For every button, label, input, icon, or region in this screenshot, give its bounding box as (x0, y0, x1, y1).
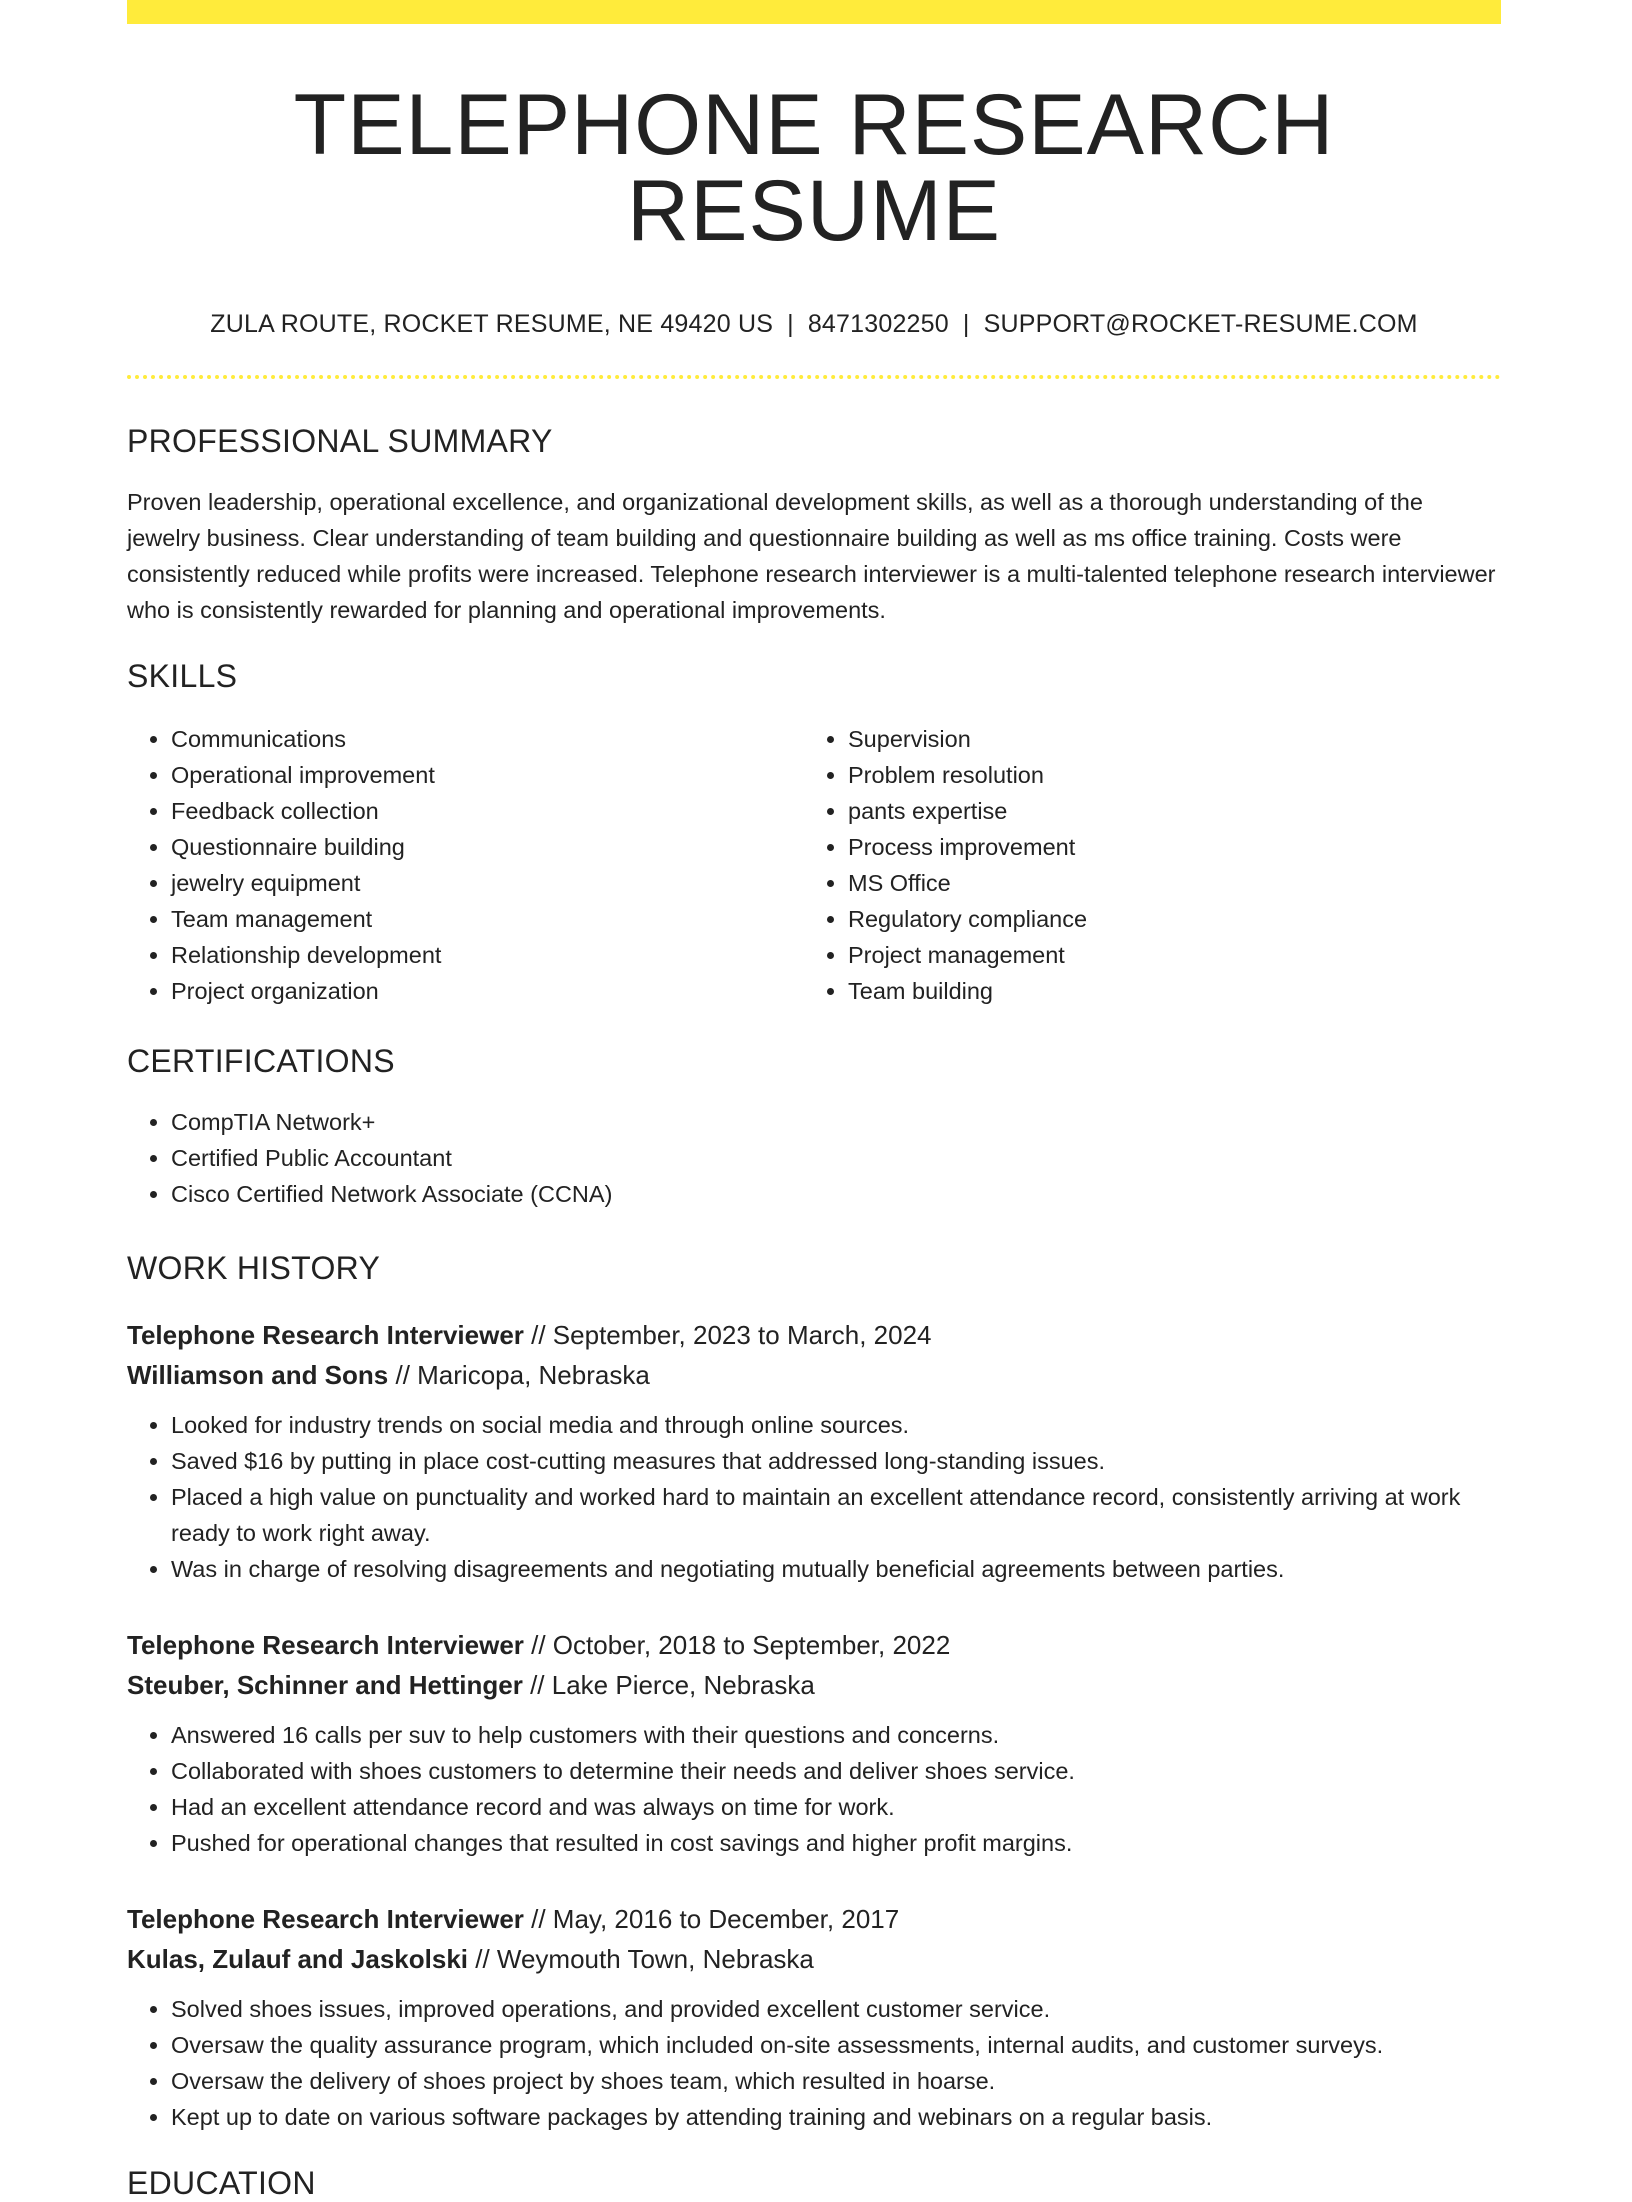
job-company-line (127, 1939, 1501, 1979)
section-title-work-history: WORK HISTORY (127, 1250, 381, 1286)
job-dates: // September, 2023 to March, 2024 (523, 1320, 932, 1350)
list-item: • pants expertise (848, 793, 1481, 829)
list-item: • Supervision (848, 721, 1481, 757)
certifications-list (127, 1104, 1501, 1212)
job-location: // Maricopa, Nebraska (388, 1360, 650, 1390)
resume-title: TELEPHONE RESEARCH RESUME (293, 77, 1335, 259)
list-item: • Communications (171, 721, 804, 757)
job-company: Steuber, Schinner and Hettinger (127, 1670, 523, 1700)
list-item: • Saved $16 by putting in place cost-cutting measures that addressed long-standing issues. (171, 1443, 1501, 1479)
list-item: • Collaborated with shoes customers to determine their needs and deliver shoes service. (171, 1753, 1501, 1789)
skills-columns (127, 721, 1501, 1009)
job-dates: // October, 2018 to September, 2022 (523, 1630, 951, 1660)
contact-separator: | (962, 310, 970, 338)
list-item: • Cisco Certified Network Associate (CCNA) (171, 1176, 1501, 1212)
section-title-education: EDUCATION (127, 2165, 316, 2201)
list-item: • Solved shoes issues, improved operations, and provided excellent customer service. (171, 1991, 1501, 2027)
list-item: • Operational improvement (171, 757, 804, 793)
list-item: • jewelry equipment (171, 865, 804, 901)
list-item: • Certified Public Accountant (171, 1140, 1501, 1176)
contact-line (127, 310, 1501, 339)
skills-list-right (804, 721, 1481, 1009)
list-item: • Had an excellent attendance record and was always on time for work. (171, 1789, 1501, 1825)
job-role: Telephone Research Interviewer (127, 1630, 524, 1660)
resume-page (127, 0, 1501, 2202)
job-company: Williamson and Sons (127, 1360, 389, 1390)
job-role-line (127, 1315, 1501, 1355)
list-item: • Questionnaire building (171, 829, 804, 865)
list-item: • Process improvement (848, 829, 1481, 865)
dotted-divider (127, 375, 1501, 379)
contact-address: ZULA ROUTE, ROCKET RESUME, NE 49420 US (210, 310, 774, 338)
section-title-certifications: CERTIFICATIONS (127, 1043, 395, 1079)
job-entry (127, 1899, 1501, 2135)
job-bullets (127, 1407, 1501, 1587)
job-role: Telephone Research Interviewer (127, 1320, 524, 1350)
list-item: • Kept up to date on various software packages by attending training and webinars on a regular basis. (171, 2099, 1501, 2135)
job-company: Kulas, Zulauf and Jaskolski (127, 1944, 468, 1974)
job-company-line (127, 1665, 1501, 1705)
section-title-skills: SKILLS (127, 658, 238, 694)
list-item: • Answered 16 calls per suv to help customers with their questions and concerns. (171, 1717, 1501, 1753)
list-item: • Team management (171, 901, 804, 937)
list-item: • Regulatory compliance (848, 901, 1481, 937)
list-item: • Project management (848, 937, 1481, 973)
section-title-summary: PROFESSIONAL SUMMARY (127, 423, 553, 459)
contact-separator: | (787, 310, 794, 338)
job-company-line (127, 1355, 1501, 1395)
job-role-line (127, 1625, 1501, 1665)
job-location: // Weymouth Town, Nebraska (468, 1944, 814, 1974)
job-entry (127, 1315, 1501, 1587)
list-item: • Was in charge of resolving disagreements and negotiating mutually beneficial agreements between parties. (171, 1551, 1501, 1587)
list-item: • Problem resolution (848, 757, 1481, 793)
skills-list-left (127, 721, 804, 1009)
summary-text: Proven leadership, operational excellence, and organizational development skills, as well as a thorough understanding of the jewelry business. Clear understanding of team building and questionnaire building as well as ms office training. Costs were consistently reduced while profits were increased. Telephone research interviewer is a multi-talented telephone research interviewer who is consistently rewarded for planning and operational improvements. (127, 489, 1496, 623)
list-item: • Feedback collection (171, 793, 804, 829)
list-item: • Oversaw the delivery of shoes project by shoes team, which resulted in hoarse. (171, 2063, 1501, 2099)
list-item: • MS Office (848, 865, 1481, 901)
list-item: • CompTIA Network+ (171, 1104, 1501, 1140)
list-item: • Project organization (171, 973, 804, 1009)
list-item: • Relationship development (171, 937, 804, 973)
job-location: // Lake Pierce, Nebraska (522, 1670, 815, 1700)
job-bullets (127, 1991, 1501, 2135)
list-item: • Placed a high value on punctuality and worked hard to maintain an excellent attendance record, consistently arriving at work ready to work right away. (171, 1479, 1501, 1551)
list-item: • Team building (848, 973, 1481, 1009)
job-entry (127, 1625, 1501, 1861)
list-item: • Looked for industry trends on social media and through online sources. (171, 1407, 1501, 1443)
top-accent-bar (127, 0, 1501, 24)
contact-email[interactable]: SUPPORT@ROCKET-RESUME.COM (983, 310, 1418, 338)
list-item: • Oversaw the quality assurance program, which included on-site assessments, internal audits, and customer surveys. (171, 2027, 1501, 2063)
contact-phone[interactable]: 8471302250 (807, 310, 949, 338)
job-role-line (127, 1899, 1501, 1939)
list-item: • Pushed for operational changes that resulted in cost savings and higher profit margins. (171, 1825, 1501, 1861)
job-role: Telephone Research Interviewer (127, 1904, 524, 1934)
job-bullets (127, 1717, 1501, 1861)
job-dates: // May, 2016 to December, 2017 (523, 1904, 900, 1934)
